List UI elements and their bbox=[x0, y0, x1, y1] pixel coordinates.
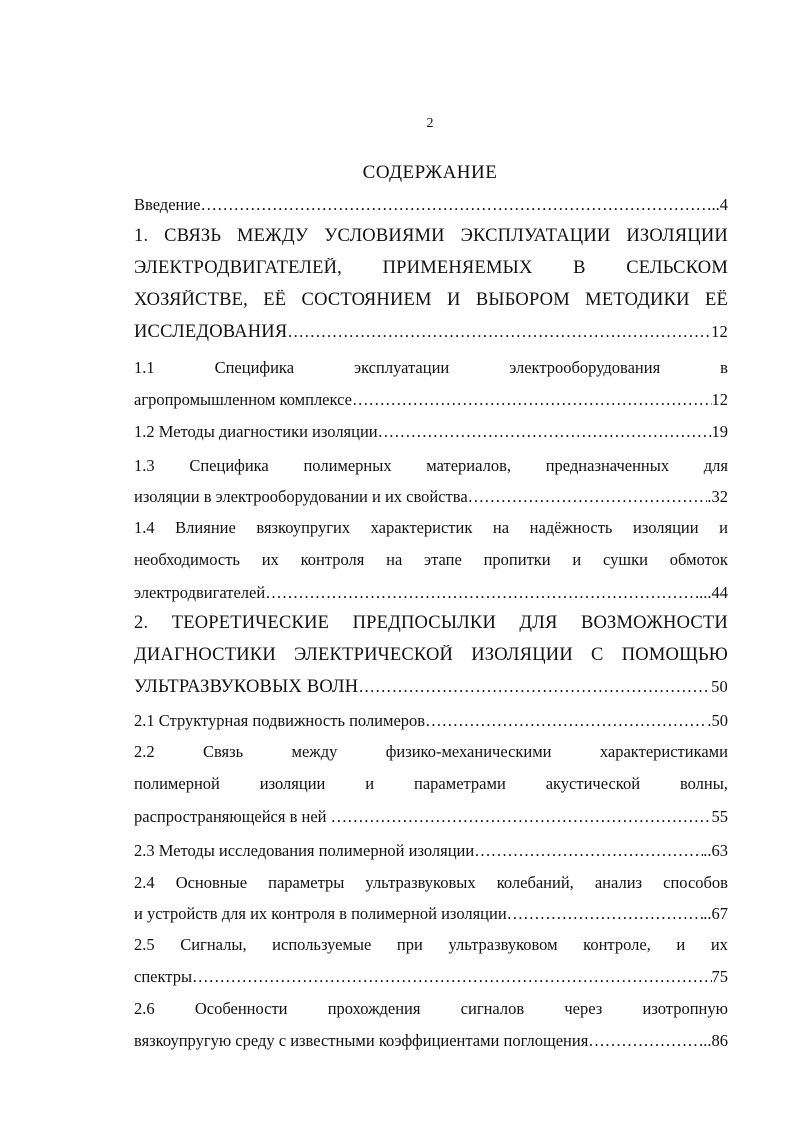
leader-dots bbox=[474, 841, 703, 861]
entry-page: 55 bbox=[711, 807, 728, 826]
word: характеристиками bbox=[599, 742, 728, 761]
word: надёжность bbox=[529, 518, 613, 537]
word: через bbox=[564, 999, 603, 1018]
word: изоляции bbox=[632, 518, 699, 537]
word: параметрами bbox=[414, 774, 506, 793]
entry-page: 19 bbox=[711, 422, 728, 441]
word: акустической bbox=[545, 774, 641, 793]
entry-page: 75 bbox=[711, 967, 728, 986]
word: С bbox=[591, 645, 604, 665]
word: ультразвуковых bbox=[365, 873, 476, 892]
word: ИЗОЛЯЦИИ bbox=[626, 226, 728, 246]
word: ЕЁ bbox=[704, 290, 728, 310]
word: между bbox=[291, 742, 338, 761]
leader-dots bbox=[331, 807, 712, 827]
word: параметры bbox=[268, 873, 345, 892]
entry-page: 12 bbox=[711, 322, 728, 341]
toc-chapter-2-last bbox=[134, 677, 728, 698]
entry-text: 2.1 Структурная подвижность полимеров bbox=[134, 711, 426, 730]
word: физико-механическими bbox=[385, 742, 552, 761]
word: колебаний, bbox=[496, 873, 574, 892]
entry-text: ИССЛЕДОВАНИЯ bbox=[134, 322, 288, 342]
word: 1.1 bbox=[134, 358, 155, 377]
toc-chapter-1-line-1 bbox=[134, 226, 728, 247]
word: на bbox=[492, 518, 510, 537]
word: 1. bbox=[134, 226, 149, 246]
word: ЕЁ bbox=[263, 290, 287, 310]
word: прохождения bbox=[327, 999, 421, 1018]
entry-text: электродвигателей bbox=[134, 583, 266, 602]
word: и bbox=[365, 774, 375, 793]
word: вязкоупругих bbox=[256, 518, 351, 537]
word: ХОЗЯЙСТВЕ, bbox=[134, 290, 248, 310]
word: сигналов bbox=[460, 999, 525, 1018]
leader-dots bbox=[507, 904, 704, 924]
entry-text: и устройств для их контроля в полимерной изоляции bbox=[134, 904, 507, 923]
word: полимерных bbox=[303, 456, 392, 475]
word: сушки bbox=[603, 550, 648, 569]
entry-text: вязкоупругую среду с известными коэффициентами поглощения bbox=[134, 1031, 589, 1050]
toc-chapter-1-last bbox=[134, 322, 728, 343]
word: СВЯЗЬ bbox=[164, 226, 222, 246]
word: способов bbox=[663, 873, 728, 892]
word: МЕЖДУ bbox=[237, 226, 309, 246]
entry-page: ..4 bbox=[711, 195, 728, 214]
word: Влияние bbox=[175, 518, 236, 537]
word: 2.6 bbox=[134, 999, 155, 1018]
word: пропитки bbox=[483, 550, 551, 569]
word: этапе bbox=[424, 550, 462, 569]
entry-text: 1.2 Методы диагностики изоляции bbox=[134, 422, 378, 441]
leader-dots bbox=[265, 583, 695, 603]
word: и bbox=[719, 518, 728, 537]
leader-dots bbox=[468, 487, 708, 507]
word: ИЗОЛЯЦИИ bbox=[471, 645, 573, 665]
word: изоляции bbox=[259, 774, 326, 793]
toc-section-2-5-line-1 bbox=[134, 935, 728, 955]
toc-section-2-2-line-2 bbox=[134, 774, 728, 794]
toc-section-1-4-last bbox=[134, 583, 728, 603]
leader-dots bbox=[358, 677, 711, 698]
word: ВЫБОРОМ bbox=[475, 290, 570, 310]
toc-section-1-4-line-2 bbox=[134, 550, 728, 570]
word: эксплуатации bbox=[354, 358, 450, 377]
word: используемые bbox=[272, 935, 372, 954]
toc-chapter-2-line-2 bbox=[134, 645, 728, 666]
word: СОСТОЯНИЕМ bbox=[301, 290, 432, 310]
word: 1.4 bbox=[134, 518, 155, 537]
toc-section-2-4-line-1 bbox=[134, 873, 728, 893]
toc-chapter-1-line-3 bbox=[134, 290, 728, 311]
word: электрооборудования bbox=[509, 358, 661, 377]
toc-section-2-2-line-1 bbox=[134, 742, 728, 762]
word: для bbox=[703, 456, 728, 475]
word: 2.4 bbox=[134, 873, 155, 892]
word: их bbox=[710, 935, 728, 954]
toc-section-1-4-line-1 bbox=[134, 518, 728, 538]
toc-section-2-5-last bbox=[134, 967, 728, 987]
leader-dots bbox=[588, 1031, 703, 1051]
word: ПОМОЩЬЮ bbox=[621, 645, 728, 665]
toc-section-2-4-last bbox=[134, 904, 728, 924]
word: и bbox=[572, 550, 582, 569]
word: и bbox=[676, 935, 686, 954]
word: характеристик bbox=[370, 518, 473, 537]
leader-dots bbox=[425, 711, 707, 731]
word: 1.3 bbox=[134, 456, 155, 475]
toc-section-2-6-last bbox=[134, 1031, 728, 1051]
entry-page: 50 bbox=[711, 677, 728, 696]
entry-page: .32 bbox=[707, 487, 728, 506]
entry-page: ....44 bbox=[695, 583, 728, 602]
word: И bbox=[446, 290, 461, 310]
word: волны, bbox=[679, 774, 728, 793]
word: изотропную bbox=[642, 999, 728, 1018]
word: Специфика bbox=[214, 358, 295, 377]
word: ДИАГНОСТИКИ bbox=[134, 645, 276, 665]
word: необходимость bbox=[134, 550, 240, 569]
word: Основные bbox=[175, 873, 248, 892]
word: ПРЕДПОСЫЛКИ bbox=[352, 613, 497, 633]
toc-section-1-3-last bbox=[134, 487, 728, 507]
entry-page: ..86 bbox=[703, 1031, 728, 1050]
toc-section-2-6-line-1 bbox=[134, 999, 728, 1019]
word: Связь bbox=[202, 742, 244, 761]
word: УСЛОВИЯМИ bbox=[324, 226, 445, 246]
word: 2. bbox=[134, 613, 149, 633]
leader-dots bbox=[378, 422, 712, 442]
toc-chapter-2-line-1 bbox=[134, 613, 728, 634]
word: МЕТОДИКИ bbox=[585, 290, 690, 310]
word: анализ bbox=[594, 873, 643, 892]
word: на bbox=[386, 550, 403, 569]
toc-section-1-1-last bbox=[134, 390, 728, 410]
entry-text: спектры bbox=[134, 967, 193, 986]
word: ЭЛЕКТРИЧЕСКОЙ bbox=[294, 645, 454, 665]
leader-dots bbox=[201, 195, 712, 215]
word: Особенности bbox=[194, 999, 288, 1018]
toc-section-1-1-line-1 bbox=[134, 358, 728, 378]
word: материалов, bbox=[426, 456, 511, 475]
toc-section-2-1 bbox=[134, 711, 728, 731]
toc-chapter-1-line-2 bbox=[134, 258, 728, 279]
word: предназначенных bbox=[545, 456, 670, 475]
page-number: 2 bbox=[426, 116, 434, 131]
leader-dots bbox=[352, 390, 712, 410]
word: Сигналы, bbox=[180, 935, 247, 954]
word: В bbox=[573, 258, 586, 278]
word: контроле, bbox=[583, 935, 651, 954]
toc-entry-intro bbox=[134, 195, 728, 215]
toc-title: СОДЕРЖАНИЕ bbox=[362, 162, 498, 183]
toc-section-2-3 bbox=[134, 841, 728, 861]
entry-text: распространяющейся в ней bbox=[134, 807, 331, 826]
word: ДЛЯ bbox=[519, 613, 558, 633]
leader-dots bbox=[287, 322, 711, 343]
entry-page: ..67 bbox=[703, 904, 728, 923]
word: СЕЛЬСКОМ bbox=[626, 258, 728, 278]
leader-dots bbox=[192, 967, 711, 987]
word: их bbox=[261, 550, 279, 569]
toc-section-2-2-last bbox=[134, 807, 728, 827]
toc-section-1-2 bbox=[134, 422, 728, 442]
entry-text: изоляции в электрооборудовании и их свойства bbox=[134, 487, 468, 506]
word: 2.2 bbox=[134, 742, 155, 761]
entry-text: УЛЬТРАЗВУКОВЫХ ВОЛН bbox=[134, 677, 359, 697]
word: 2.5 bbox=[134, 935, 155, 954]
toc-section-1-3-line-1 bbox=[134, 456, 728, 476]
word: ТЕОРЕТИЧЕСКИЕ bbox=[171, 613, 330, 633]
word: ЭКСПЛУАТАЦИИ bbox=[460, 226, 611, 246]
word: контроля bbox=[300, 550, 365, 569]
word: в bbox=[720, 358, 728, 377]
entry-page: 12 bbox=[711, 390, 728, 409]
word: Специфика bbox=[189, 456, 269, 475]
word: обмоток bbox=[669, 550, 728, 569]
word: полимерной bbox=[134, 774, 220, 793]
word: ВОЗМОЖНОСТИ bbox=[580, 613, 728, 633]
word: ПРИМЕНЯЕМЫХ bbox=[382, 258, 533, 278]
entry-text: агропромышленном комплексе bbox=[134, 390, 352, 409]
word: ЭЛЕКТРОДВИГАТЕЛЕЙ, bbox=[134, 258, 343, 278]
entry-page: .50 bbox=[707, 711, 728, 730]
entry-page: ..63 bbox=[703, 841, 728, 860]
word: при bbox=[396, 935, 423, 954]
word: ультразвуковом bbox=[448, 935, 558, 954]
entry-text: Введение bbox=[134, 195, 201, 214]
entry-text: 2.3 Методы исследования полимерной изоляции bbox=[134, 841, 475, 860]
